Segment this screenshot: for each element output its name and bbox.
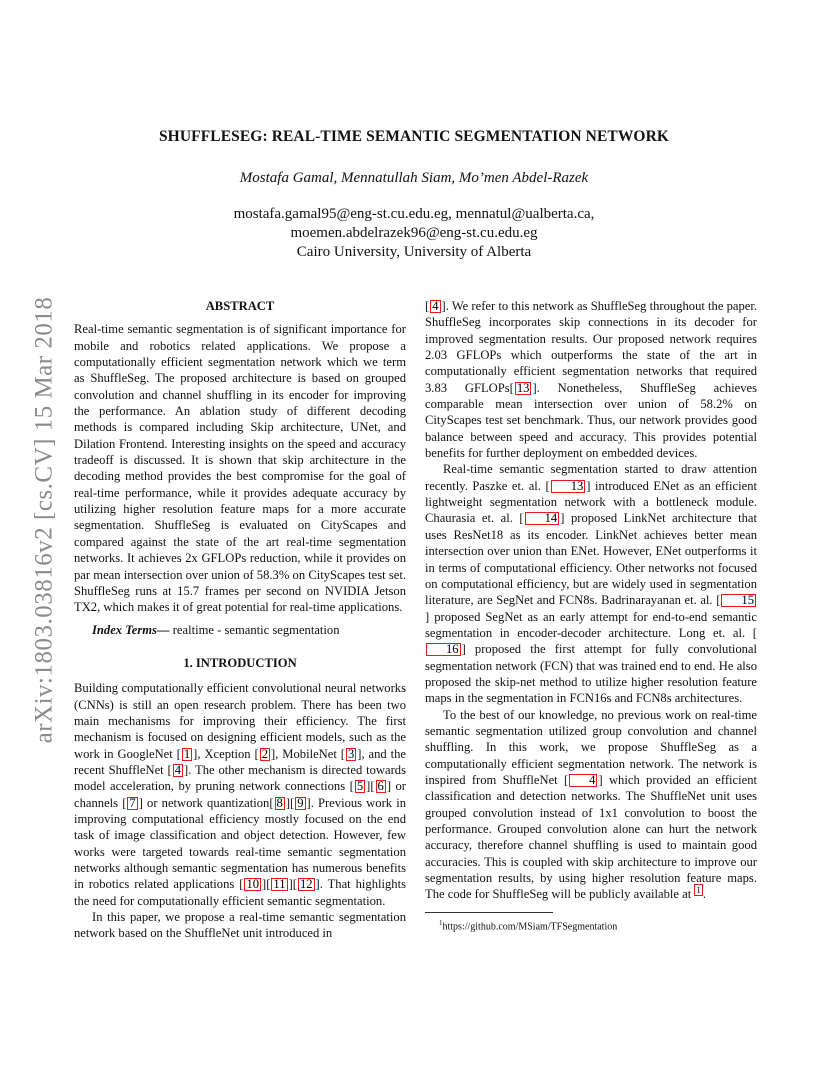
citation-link[interactable]: 7 <box>129 795 136 810</box>
affiliation-emails-1: mostafa.gamal95@eng-st.cu.edu.eg, mennatul@ualberta.ca, <box>233 206 595 222</box>
citation-link[interactable]: 12 <box>299 877 313 892</box>
left-column <box>74 298 406 942</box>
citation-link[interactable]: 13 <box>551 480 586 493</box>
footnote-rule <box>425 912 553 913</box>
arxiv-identifier-text: arXiv:1803.03816v2 [cs.CV] 15 Mar 2018 <box>30 296 58 744</box>
citation-link[interactable]: 14 <box>525 512 560 525</box>
footnote-url[interactable]: https://github.com/MSiam/TFSegmentation <box>442 921 618 933</box>
intro-paragraph-2-start: In this paper, we propose a real-time semantic segmentation network based on the ShuffleNet unit introduced in <box>74 910 406 941</box>
citation-link[interactable]: 2 <box>261 746 269 761</box>
abstract-text: Real-time semantic segmentation is of significant importance for mobile and robotics related applications. We propose a computationally efficient segmentation network which we term as ShuffleSeg. The proposed architecture is based on grouped convolution and channel shuffling in its encoder for improving the performance. An ablation study of different decoding methods is compared including Skip architecture, UNet, and Dilation Frontend. Interesting insights on the speed and accuracy tradeoff is discussed. It is shown that skip architecture in the decoding method provides the best compromise for the goal of real-time performance, while it provides adequate accuracy by utilizing higher resolution feature maps for a more accurate segmentation. ShuffleSeg is evaluated on CityScapes and compared against the state of the art real-time segmentation networks. It achieves 2x GFLOPs reduction, while it provides on par mean intersection over union of 58.3% on CityScapes test set. ShuffleSeg runs at 15.7 frames per second on NVIDIA Jetson TX2, which makes it of great potential for real-time applications. <box>74 322 406 615</box>
citation-link[interactable]: 10 <box>246 877 260 892</box>
intro-paragraph-3: Real-time semantic segmentation started to draw attention recently. Paszke et. al. [ 13 ] introduced ENet as an efficient lightweight segmentation network with a bottleneck module. Chaurasia et. al. [ 14 ] proposed LinkNet architecture that uses ResNet18 as its encoder. LinkNet achieves better mean intersection over union than ENet. However, ENet outperforms it in terms of computational efficiency. Other networks not focused on computational efficiency, but are widely used in segmentation literature, are SegNet and FCN8s. Badrinarayanan et. al. [ 15] proposed SegNet as an early attempt for end-to-end semantic segmentation in encoder-decoder architecture. Long et. al. [16 ] proposed the first attempt for fully convolutional segmentation network (FCN) that was trained end to end. He also proposed the skip-net method to utilize higher resolution feature maps in the segmentation in FCN16s and FCN8s architectures. <box>425 462 757 706</box>
abstract-heading: ABSTRACT <box>205 299 275 313</box>
intro-paragraph-1: Building computationally efficient convolutional neural networks (CNNs) is still an open research problem. There has been two main mechanisms for improving their efficiency. The first mechanism is focused on designing efficient models, such as the work in GoogleNet [ 1 ], Xception [ 2 ], MobileNet [ 3 ], and the recent ShuffleNet [ 4 ]. The other mechanism is directed towards model acceleration, by pruning network connections [ 5 ][ 6 ] or channels [ 7 ] or network quantization[ 8 ][ 9 ]. Previous work in improving computational efficiency mostly focused on the end task of image classification and object detection. However, few works were targeted towards real-time semantic segmentation networks although semantic segmentation has numerous benefits in robotics related applications [ 10 ][ 11 ][ 12 ]. That highlights the need for computationally efficient semantic segmentation. <box>74 681 407 908</box>
citation-link[interactable]: 6 <box>377 779 384 794</box>
footnote <box>425 917 757 933</box>
paper-authors: Mostafa Gamal, Mennatullah Siam, Mo’men Abdel-Razek <box>239 170 589 186</box>
arxiv-identifier <box>24 280 64 760</box>
intro-heading: 1. INTRODUCTION <box>183 655 297 670</box>
intro-paragraph-2-cont: [ 4 ]. We refer to this network as ShuffleSeg throughout the paper. ShuffleSeg incorporates skip connections in its decoder for improved segmentation results. Our proposed network requires 2.03 GFLOPs which outperforms the state of the art in computationally efficient segmentation networks that required 3.83 GFLOPs[ 13 ]. Nonetheless, ShuffleSeg achieves comparable mean intersection over union of 58.2% on CityScapes test set benchmark. Thus, our network provides good balance between speed and accuracy. This provides potential benefits for further deployment on embedded devices. <box>425 299 757 461</box>
citation-link[interactable]: 4 <box>174 762 182 777</box>
citation-link[interactable]: 13 <box>516 380 530 395</box>
index-terms-label: Index Terms— <box>92 622 170 637</box>
affiliation-institutions: Cairo University, University of Alberta <box>296 244 532 260</box>
paper-title: SHUFFLESEG: REAL-TIME SEMANTIC SEGMENTATION NETWORK <box>158 128 670 145</box>
footnote-link[interactable]: 1 <box>696 885 701 896</box>
citation-link[interactable]: 4 <box>569 774 597 787</box>
citation-link[interactable]: 5 <box>356 779 364 794</box>
citation-link[interactable]: 9 <box>297 795 304 810</box>
citation-link[interactable]: 8 <box>276 795 283 810</box>
author-affiliation <box>0 205 828 262</box>
citation-link[interactable]: 15 <box>721 594 756 607</box>
citation-link[interactable]: 16 <box>426 643 461 656</box>
right-column <box>425 298 757 933</box>
index-terms <box>74 622 406 638</box>
citation-link[interactable]: 1 <box>183 746 191 761</box>
citation-link[interactable]: 3 <box>347 746 355 761</box>
index-terms-text: realtime - semantic segmentation <box>169 622 340 637</box>
intro-paragraph-4: To the best of our knowledge, no previous work on real-time semantic segmentation utilized group convolution and channel shuffling. In this work, we propose ShuffleSeg as a computationally efficient segmentation network. The network is inspired from ShuffleNet [ 4 ] which provided an efficient classification and detection networks. The ShuffleNet unit uses grouped convolution instead of 1x1 convolution to boost the performance. Grouped convolution alone can hurt the network accuracy, therefore channel shuffling is used to maintain good accuracies. This is coupled with skip architecture to improve our segmentation results, by using higher resolution feature maps. The code for ShuffleSeg will be publicly available at $^1$ . <box>425 707 757 902</box>
citation-link[interactable]: 4 <box>432 299 439 313</box>
citation-link[interactable]: 11 <box>273 877 286 892</box>
footnote-mark: 1 <box>439 918 443 927</box>
affiliation-emails-2: moemen.abdelrazek96@eng-st.cu.edu.eg <box>290 225 538 241</box>
